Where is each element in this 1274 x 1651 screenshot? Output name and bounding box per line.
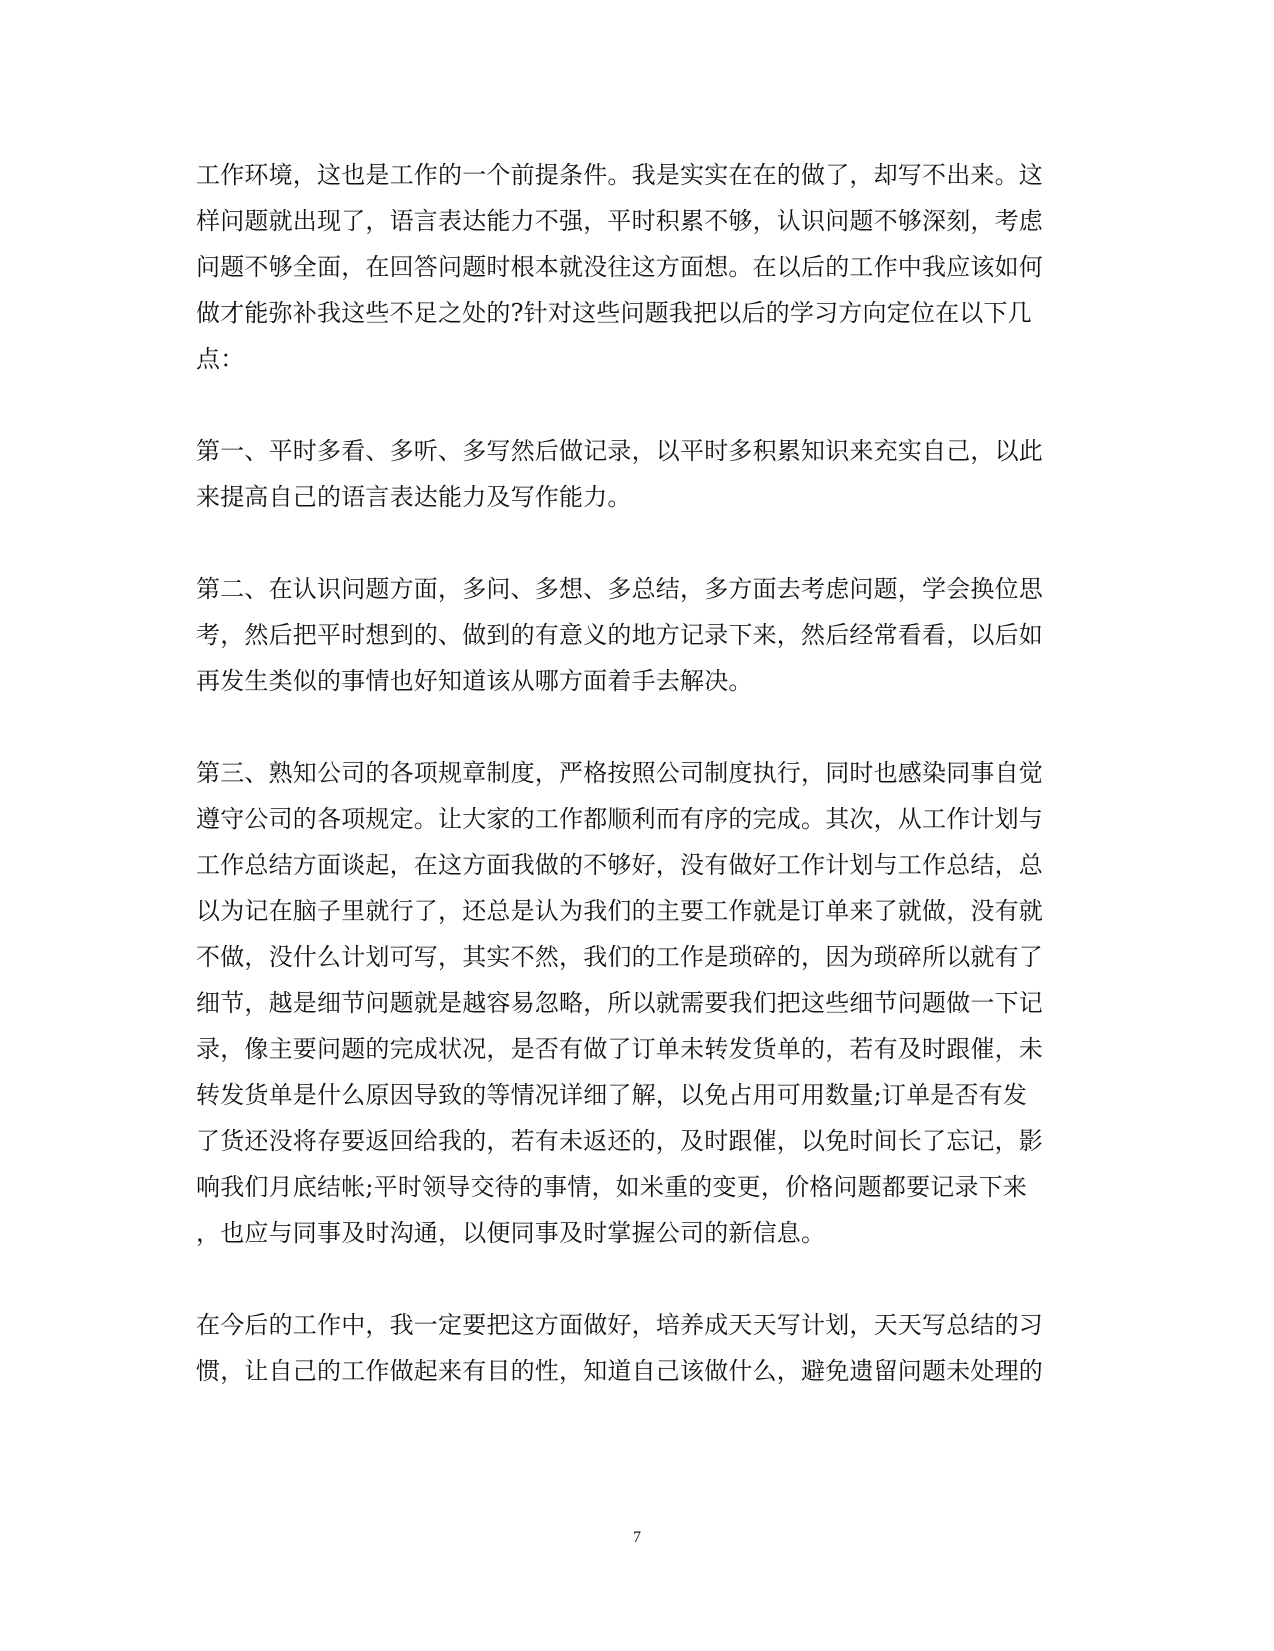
text-line: 来提高自己的语言表达能力及写作能力。 <box>196 483 632 511</box>
text-line: ，也应与同事及时沟通，以便同事及时掌握公司的新信息。 <box>196 1219 826 1247</box>
text-line: 不做，没什么计划可写，其实不然，我们的工作是琐碎的，因为琐碎所以就有了 <box>196 943 1043 971</box>
text-line: 细节，越是细节问题就是越容易忽略，所以就需要我们把这些细节问题做一下记 <box>196 989 1043 1017</box>
text-line: 工作环境，这也是工作的一个前提条件。我是实实在在的做了，却写不出来。这 <box>196 161 1043 189</box>
text-line: 录，像主要问题的完成状况，是否有做了订单未转发货单的，若有及时跟催，未 <box>196 1035 1043 1063</box>
text-line: 做才能弥补我这些不足之处的?针对这些问题我把以后的学习方向定位在以下几 <box>196 299 1032 327</box>
text-line: 第二、在认识问题方面，多问、多想、多总结，多方面去考虑问题，学会换位思 <box>196 575 1043 603</box>
text-line: 惯，让自己的工作做起来有目的性，知道自己该做什么，避免遗留问题未处理的 <box>196 1357 1043 1385</box>
text-line: 了货还没将存要返回给我的，若有未返还的，及时跟催，以免时间长了忘记，影 <box>196 1127 1043 1155</box>
text-line: 第一、平时多看、多听、多写然后做记录，以平时多积累知识来充实自己，以此 <box>196 437 1043 465</box>
text-line: 样问题就出现了，语言表达能力不强，平时积累不够，认识问题不够深刻，考虑 <box>196 207 1043 235</box>
text-line: 响我们月底结帐;平时领导交待的事情，如米重的变更，价格问题都要记录下来 <box>196 1173 1028 1201</box>
text-line: 考，然后把平时想到的、做到的有意义的地方记录下来，然后经常看看，以后如 <box>196 621 1043 649</box>
text-line: 问题不够全面，在回答问题时根本就没往这方面想。在以后的工作中我应该如何 <box>196 253 1043 281</box>
text-line: 转发货单是什么原因导致的等情况详细了解，以免占用可用数量;订单是否有发 <box>196 1081 1028 1109</box>
text-line: 第三、熟知公司的各项规章制度，严格按照公司制度执行，同时也感染同事自觉 <box>196 759 1043 787</box>
text-line: 再发生类似的事情也好知道该从哪方面着手去解决。 <box>196 667 753 695</box>
text-line: 点： <box>196 345 245 373</box>
text-line: 在今后的工作中，我一定要把这方面做好，培养成天天写计划，天天写总结的习 <box>196 1311 1043 1339</box>
text-line: 遵守公司的各项规定。让大家的工作都顺利而有序的完成。其次，从工作计划与 <box>196 805 1043 833</box>
text-line: 以为记在脑子里就行了，还总是认为我们的主要工作就是订单来了就做，没有就 <box>196 897 1043 925</box>
text-line: 工作总结方面谈起，在这方面我做的不够好，没有做好工作计划与工作总结，总 <box>196 851 1043 879</box>
page-number: 7 <box>633 1529 641 1546</box>
